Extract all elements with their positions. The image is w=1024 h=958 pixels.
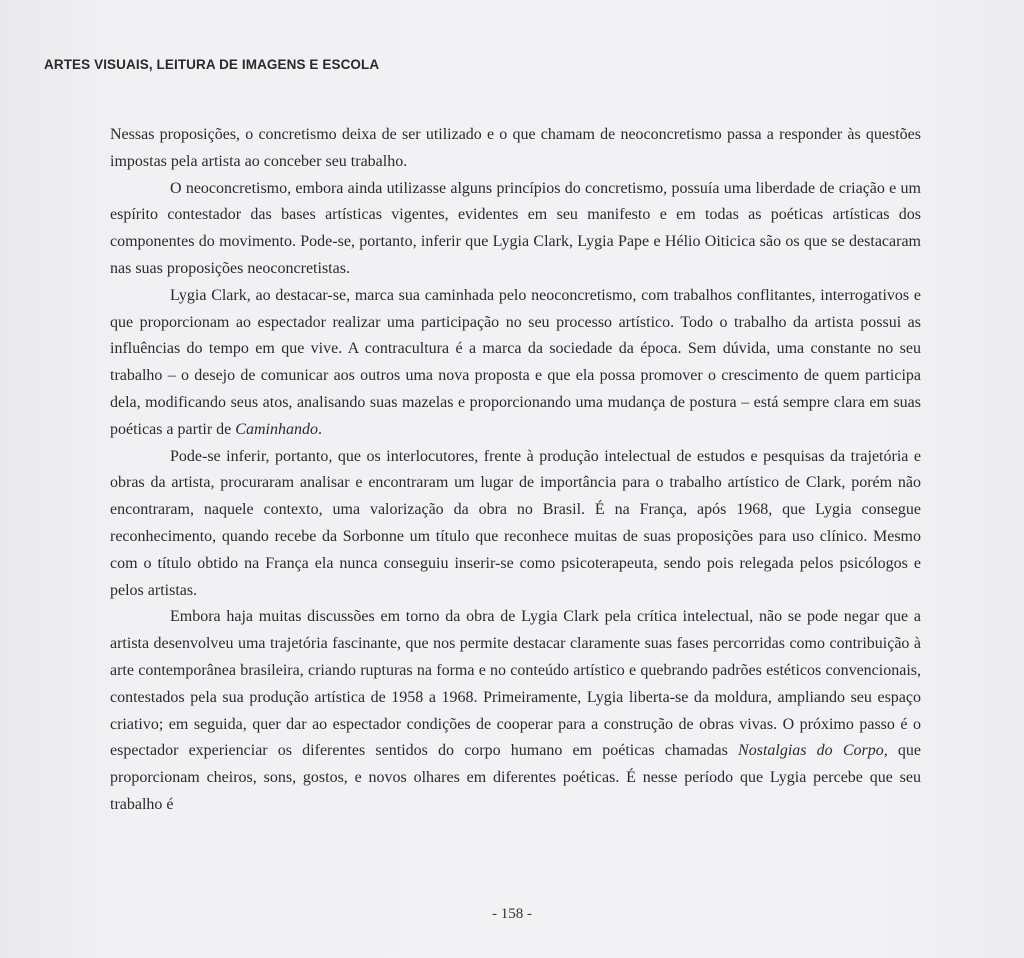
paragraph-1	[110, 122, 921, 176]
body-text	[110, 122, 921, 819]
paragraph-5-text: Embora haja muitas discussões em torno da obra de Lygia Clark pela crítica intelectual, não se pode negar que a artista desenvolveu uma trajetória fascinante, que nos permite destacar claramente suas fases percorridas como contribuição à arte contemporânea brasileira, criando rupturas na forma e no conteúdo artístico e quebrando padrões estéticos convencionais, contestados pela sua produção artística de 1958 a 1968. Primeiramente, Lygia liberta-se da moldura, ampliando seu espaço criativo; em seguida, quer dar ao espectador condições de cooperar para a construção de obras vivas. O próximo passo é o espectador experienciar os diferentes sentidos do corpo humano em poéticas chamadas	[110, 608, 921, 760]
paragraph-2-text: O neoconcretismo, embora ainda utilizasse alguns princípios do concretismo, possuía uma liberdade de criação e um espírito contestador das bases artísticas vigentes, evidentes em seu manifesto e em todas as poéticas artísticas dos componentes do movimento. Pode-se, portanto, inferir que Lygia Clark, Lygia Pape e Hélio Oiticica são os que se destacaram nas suas proposições neoconcretistas.	[110, 179, 921, 277]
paragraph-5-end: , que proporcionam cheiros, sons, gostos, e novos olhares em diferentes poéticas. É nesse período que Lygia percebe que seu trabalho é	[110, 742, 921, 813]
paragraph-4-text: Pode-se inferir, portanto, que os interlocutores, frente à produção intelectual de estudos e pesquisas da trajetória e obras da artista, procuraram analisar e encontraram um lugar de importância para o trabalho artístico de Clark, porém não encontraram, naquele contexto, uma valorização da obra no Brasil. É na França, após 1968, que Lygia consegue reconhecimento, quando recebe da Sorbonne um título que reconhece muitas de suas proposições para uso clínico. Mesmo com o título obtido na França ela nunca conseguiu inserir-se como psicoterapeuta, sendo pois relegada pelos psicólogos e pelos artistas.	[110, 447, 921, 599]
work-title-caminhando: Caminhando	[235, 420, 318, 438]
paragraph-1-text: Nessas proposições, o concretismo deixa de ser utilizado e o que chamam de neoconcretismo passa a responder às questões impostas pela artista ao conceber seu trabalho.	[110, 126, 921, 170]
running-header: ARTES VISUAIS, LEITURA DE IMAGENS E ESCOLA	[44, 57, 380, 72]
paragraph-3	[110, 283, 921, 444]
paragraph-3-end: .	[317, 420, 322, 438]
work-title-nostalgias-do-corpo: Nostalgias do Corpo	[738, 742, 884, 760]
paragraph-5	[110, 604, 921, 818]
page-number: - 158 -	[492, 906, 532, 922]
paragraph-3-text: Lygia Clark, ao destacar-se, marca sua caminhada pelo neoconcretismo, com trabalhos conflitantes, interrogativos e que proporcionam ao espectador realizar uma participação no seu processo artístico. Todo o trabalho da artista possui as influências do tempo em que vive. A contracultura é a marca da sociedade da época. Sem dúvida, uma constante no seu trabalho – o desejo de comunicar aos outros uma nova proposta e que ela possa promover o crescimento de quem participa dela, modificando seus atos, analisando suas mazelas e proporcionando uma mudança de postura – está sempre clara em suas poéticas a partir de	[110, 286, 921, 438]
paragraph-2	[110, 176, 921, 283]
paragraph-4	[110, 444, 921, 605]
